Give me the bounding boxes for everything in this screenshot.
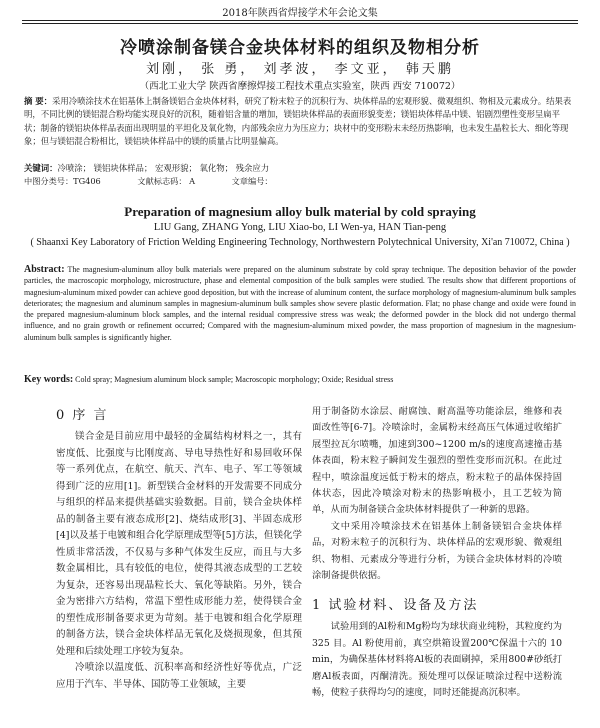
abstract-chinese-text: 采用冷喷涂技术在铝基体上制备镁铝合金块体材料，研究了粉末粒子的沉积行为、块体样品的宏观形貌、微观组织、物相及元素成分。结果表明，不同比例的镁铝混合粉均能实现良好的沉积，随着铝含量的增加，镁铝块体样品的表面形貌变差；镁铝块体样品中镁、铝剧烈塑性变形呈扁平状；制备的镁铝块体样品表面出现明显的平坦化及氧化物，内部残余应力为压应力；块材中的变形粉末未经历热影响，也未发生晶粒长大、细化等现象；但与镁铝混合粉相比，镁铝块体样品中的镁的质量占比明显偏高。	[24, 96, 572, 146]
keywords-chinese-text: 冷喷涂； 镁铝块体样品； 宏观形貌； 氧化物； 残余应力	[57, 163, 270, 173]
affiliation-chinese: （西北工业大学 陕西省摩擦焊接工程技术重点实验室，陕西 西安 710072）	[139, 81, 461, 92]
keywords-chinese	[24, 162, 576, 174]
abstract-english-text: The magnesium-aluminum alloy bulk materials were prepared on the aluminum substrate by cold spray technique. The deposition behavior of the powder particles, the macroscopic morphology, microstructure, phase and elemental composition of the bulk samples were studied. The results show that different proportions of magnesium-aluminum mixed powder can achieve good deposition, but with the increase of aluminum content, the surface morphology of magnesium-aluminum bulk samples deteriorates; the magnesium and aluminum samples in magnesium-aluminum bulk samples show severe plastic deformation. Flat; no phase change and oxide were found in the prepared magnesium-aluminum block samples, and the internal residual compressive stress was weak; the deformed powder in the block did not undergo thermal influence, and no grain growth or refinement occurred; Compared with the magnesium-aluminum mixed powder, the mass proportion of magnesium in the magnesium-aluminum bulk samples is significantly higher.	[24, 265, 576, 342]
keywords-english-label: Key words:	[24, 374, 74, 385]
header-rule-secondary	[22, 23, 578, 24]
section-heading-introduction: 0 序 言	[56, 408, 109, 423]
abstract-english	[24, 264, 576, 343]
intro-paragraph: 镁合金是目前应用中最轻的金属结构材料之一，其有密度低、比强度与比刚度高、导电导热性好和易回收环保等一系列优点，在航空、航天、汽车、电子、军工等领域得到广泛的应用[1]。新型镁合金材料的开发需要不同成分与组织的样品来提供基础实验数据。目前，镁合金块体样品的制备主要有液态成形[2]、烧结成形[3]、半固态成形[4]以及基于电镀和组合化学原理成型等[5]方法，但镁化学性质非常活泼，不仅易与多种气体发生反应，而且与大多数金属相比，具有较低的电位，使得其液态成型的工艺较为复杂，还容易出现晶粒长大、氧化等缺陷。另外，镁合金为密排六方结构，常温下塑性成形能力差，使得镁合金的塑性成形制备要求更为苛刻。基于电镀和组合化学原理的制备方法，镁合金块体样品无氧化及烧损现象，但其预处理和后续处理工序较为复杂。	[56, 431, 302, 657]
document-code: 文献标志码： A	[137, 176, 196, 186]
intro-continuation-paragraph: 用于制备防水涂层、耐腐蚀、耐高温等功能涂层，维修和表面改性等[6-7]。冷喷涂时，金属粉末经高压气体通过收缩扩展型拉瓦尔喷嘴，加速到300~1200 m/s的速度高速撞击基体表面，粉末粒子瞬间发生强烈的塑性变形而沉积。在此过程中，喷涂温度远低于粉末的熔点，粉末粒子的晶体保持固体状态，因此冷喷涂对粉末的热影响极小，且工艺较为简单，从而为制备镁合金块体材料提供了一种新的思路。	[312, 406, 562, 516]
intro-paragraph-2: 文中采用冷喷涂技术在铝基体上制备镁铝合金块体样品，对粉末粒子的沉积行为、块体样品的宏观形貌、微观组织、物相、元素成分等进行分析，为镁合金块体材料的冷喷涂制备提供依据。	[312, 520, 562, 582]
running-header: 2018年陕西省焊接学术年会论文集	[222, 8, 378, 19]
abstract-english-label: Abstract:	[24, 264, 65, 275]
abstract-chinese-label: 摘 要：	[24, 96, 53, 106]
materials-paragraph: 试验用到的Al粉和Mg粉均为球状商业纯粉，其粒度约为 325 目。Al 粉使用前，真空烘箱设置200℃保温十六的 10 min，为确保基体材料将Al板的表面刷掉，采用800#砂纸打磨Al板表面，丙酮清洗。预处理可以保证喷涂过程中送粉流畅，使粒子获得均匀的速度，同时还能提高沉积率。	[312, 621, 562, 699]
abstract-chinese	[24, 95, 576, 148]
keywords-chinese-label: 关键词：	[24, 163, 58, 173]
authors-english: LIU Gang, ZHANG Yong, LIU Xiao-bo, LI Wen-ya, HAN Tian-peng	[153, 222, 447, 233]
title-chinese: 冷喷涂制备镁合金块体材料的组织及物相分析	[120, 38, 480, 58]
intro-paragraph: 冷喷涂以温度低、沉积率高和经济性好等优点，广泛应用于汽车、半导体、国防等工业领域，主要	[56, 662, 302, 690]
body-right-column	[312, 404, 562, 702]
section-heading-materials: 1 试验材料、设备及方法	[312, 598, 479, 614]
affiliation-english: ( Shaanxi Key Laboratory of Friction Welding Engineering Technology, Northwestern Polytechnical University, Xi'an 710072, China )	[30, 237, 570, 248]
header-rule	[22, 20, 578, 21]
keywords-english	[24, 374, 576, 385]
classification-meta	[24, 176, 576, 187]
clc-number: 中图分类号：TG406	[24, 176, 101, 186]
title-english: Preparation of magnesium alloy bulk material by cold spraying	[124, 204, 476, 219]
article-number: 文章编号：	[231, 176, 273, 186]
authors-chinese: 刘刚， 张 勇， 刘孝波， 李文亚， 韩天鹏	[146, 62, 454, 77]
body-left-column	[56, 404, 302, 693]
keywords-english-text: Cold spray; Magnesium aluminum block sample; Macroscopic morphology; Oxide; Residual stress	[75, 375, 394, 384]
